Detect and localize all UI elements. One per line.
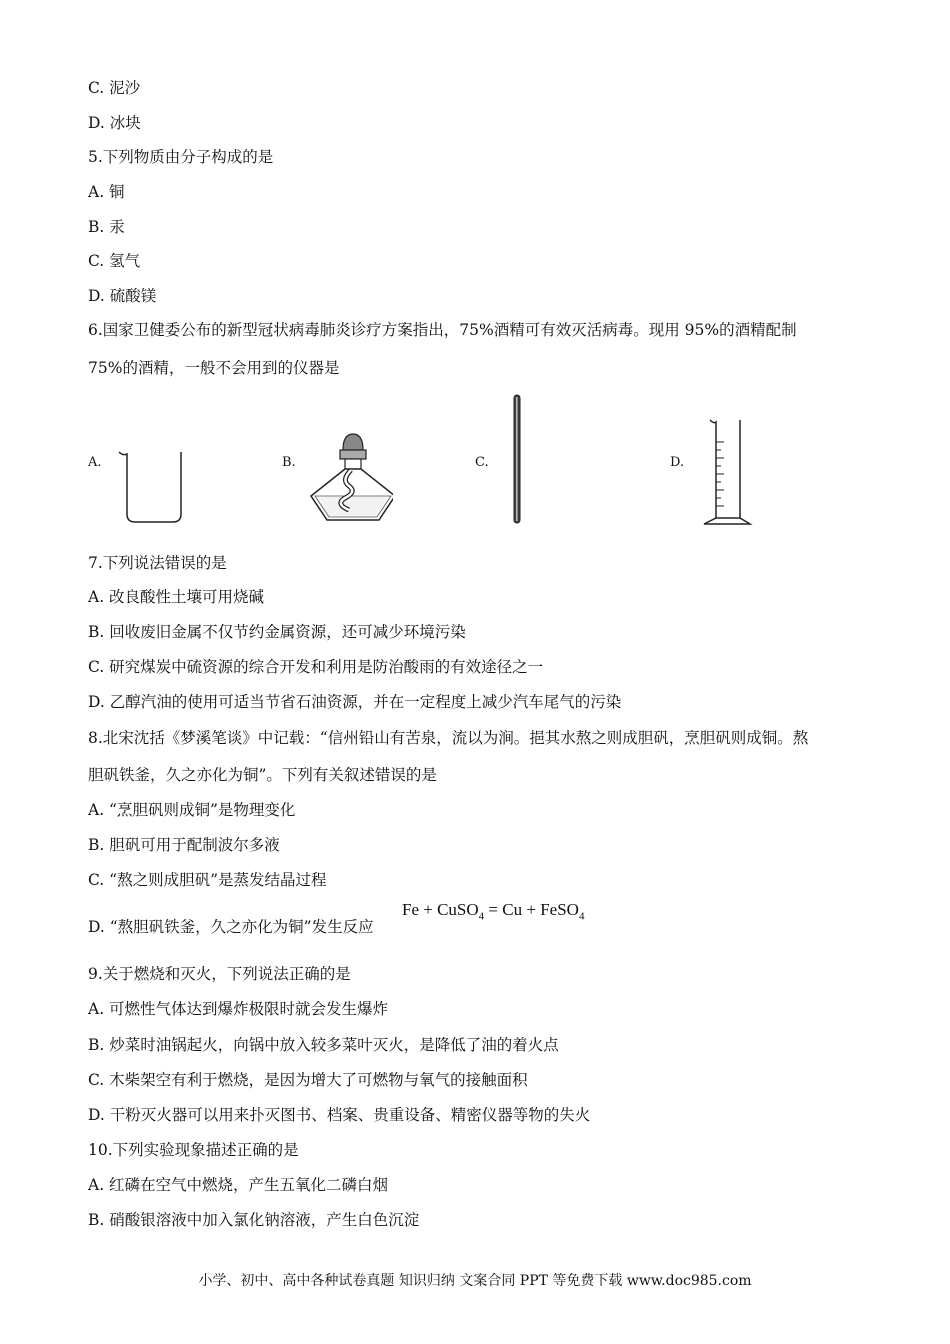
- option-a-q10: A. 红磷在空气中燃烧，产生五氧化二磷白烟: [88, 1176, 389, 1194]
- question-9: 9.关于燃烧和灭火，下列说法正确的是: [88, 965, 351, 983]
- option-a-q9: A. 可燃性气体达到爆炸极限时就会发生爆炸: [88, 1000, 389, 1018]
- question-8-line2: 胆矾铁釜，久之亦化为铜”。下列有关叙述错误的是: [88, 766, 437, 784]
- option-b-q7: B. 回收废旧金属不仅节约金属资源，还可减少环境污染: [88, 623, 466, 641]
- question-8-line1: 8.北宋沈括《梦溪笔谈》中记载：“信州铅山有苦泉，流以为涧。挹其水熬之则成胆矾，烹胆矾则成铜。熬: [88, 729, 809, 747]
- option-d-q4: D. 冰块: [88, 114, 141, 132]
- option-c-q8: C. “熬之则成胆矾”是蒸发结晶过程: [88, 871, 327, 889]
- option-d-q7: D. 乙醇汽油的使用可适当节省石油资源，并在一定程度上减少汽车尾气的污染: [88, 693, 622, 711]
- option-a-q7: A. 改良酸性土壤可用烧碱: [88, 588, 265, 606]
- option-d-q9: D. 干粉灭火器可以用来扑灭图书、档案、贵重设备、精密仪器等物的失火: [88, 1106, 591, 1124]
- option-a-q8: A. “烹胆矾则成铜”是物理变化: [88, 801, 296, 819]
- question-7: 7.下列说法错误的是: [88, 554, 227, 572]
- option-b-q10: B. 硝酸银溶液中加入氯化钠溶液，产生白色沉淀: [88, 1211, 420, 1229]
- glass-rod-icon: [510, 393, 524, 525]
- option-b-q8: B. 胆矾可用于配制波尔多液: [88, 836, 280, 854]
- question-10: 10.下列实验现象描述正确的是: [88, 1141, 299, 1159]
- option-c-q4: C. 泥沙: [88, 79, 141, 97]
- option-d-q5: D. 硫酸镁: [88, 287, 157, 305]
- graduated-cylinder-icon: [700, 418, 754, 528]
- option-b-q9: B. 炒菜时油锅起火，向锅中放入较多菜叶灭火，是降低了油的着火点: [88, 1036, 559, 1054]
- option-d-q8: D. “熬胆矾铁釜，久之亦化为铜”发生反应: [88, 918, 374, 936]
- question-5: 5.下列物质由分子构成的是: [88, 148, 274, 166]
- option-a-q5: A. 铜: [88, 183, 125, 201]
- question-6-line2: 75%的酒精，一般不会用到的仪器是: [88, 359, 340, 377]
- beaker-icon: [115, 446, 187, 526]
- option-c-q7: C. 研究煤炭中硫资源的综合开发和利用是防治酸雨的有效途径之一: [88, 658, 544, 676]
- figure-label-b: B.: [282, 455, 296, 470]
- figure-label-c: C.: [475, 455, 489, 470]
- reaction-formula: Fe + CuSO$_4$ = Cu + FeSO$_4$: [402, 900, 585, 923]
- alcohol-lamp-icon: [305, 430, 393, 524]
- option-c-q5: C. 氢气: [88, 252, 141, 270]
- figure-label-a: A.: [88, 455, 102, 470]
- page-footer: 小学、初中、高中各种试卷真题 知识归纳 文案合同 PPT 等免费下载 www.doc985.com: [198, 1273, 752, 1289]
- figure-label-d: D.: [670, 455, 685, 470]
- option-c-q9: C. 木柴架空有利于燃烧，是因为增大了可燃物与氧气的接触面积: [88, 1071, 528, 1089]
- question-6-line1: 6.国家卫健委公布的新型冠状病毒肺炎诊疗方案指出，75%酒精可有效灭活病毒。现用 95%的酒精配制: [88, 321, 797, 339]
- option-b-q5: B. 汞: [88, 218, 125, 236]
